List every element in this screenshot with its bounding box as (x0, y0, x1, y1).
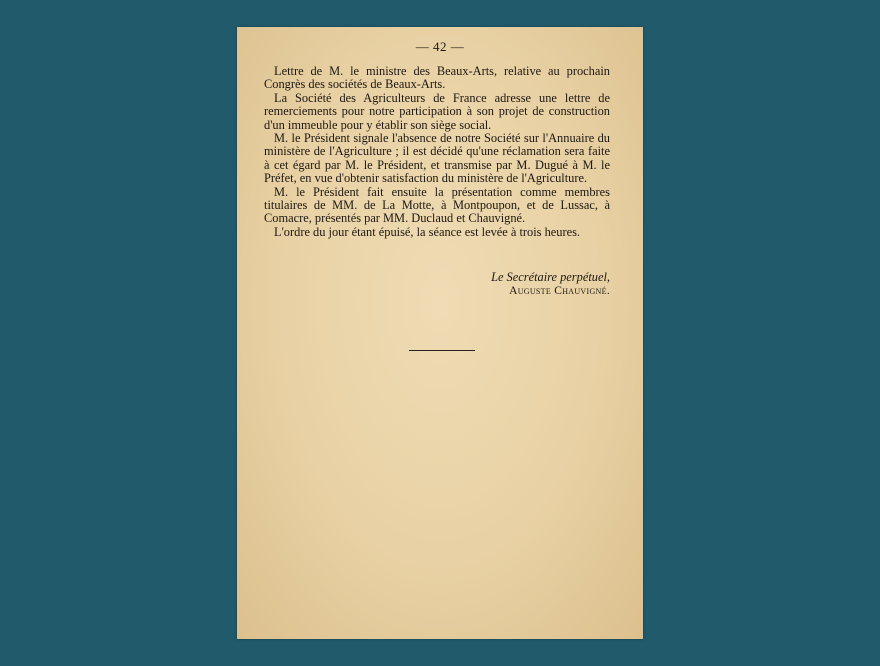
section-divider (409, 350, 475, 351)
paragraph-new-members: M. le Président fait ensuite la présentation comme membres titulaires de MM. de La Motte, à Montpoupon, et de Lussac, à Comacre, présentés par MM. Duclaud et Chauvigné. (264, 184, 610, 226)
signature-block (264, 270, 610, 298)
page-number: — 42 — (415, 39, 465, 54)
paragraph-agriculteurs-letter: La Société des Agriculteurs de France adresse une lettre de remerciements pour notre participation à son projet de construction d'un immeuble pour y établir son siège social. (264, 90, 610, 132)
paragraph-annuaire-absence: M. le Président signale l'absence de notre Société sur l'Annuaire du ministère de l'Agriculture ; il est décidé qu'une réclamation sera faite à cet égard par M. le Président, et transmise par M. Dugué à M. le Préfet, en vue d'obtenir satisfaction du ministère de l'Agriculture. (264, 131, 610, 186)
paragraph-ministre-letter: Lettre de M. le ministre des Beaux-Arts, relative au prochain Congrès des sociétés de Beaux-Arts. (264, 64, 610, 92)
signature-name: Auguste Chauvigné. (509, 285, 610, 297)
scanned-page (237, 27, 643, 639)
body-text (264, 65, 610, 239)
paragraph-closing: L'ordre du jour étant épuisé, la séance est levée à trois heures. (274, 224, 581, 239)
signature-title: Le Secrétaire perpétuel, (491, 270, 610, 284)
